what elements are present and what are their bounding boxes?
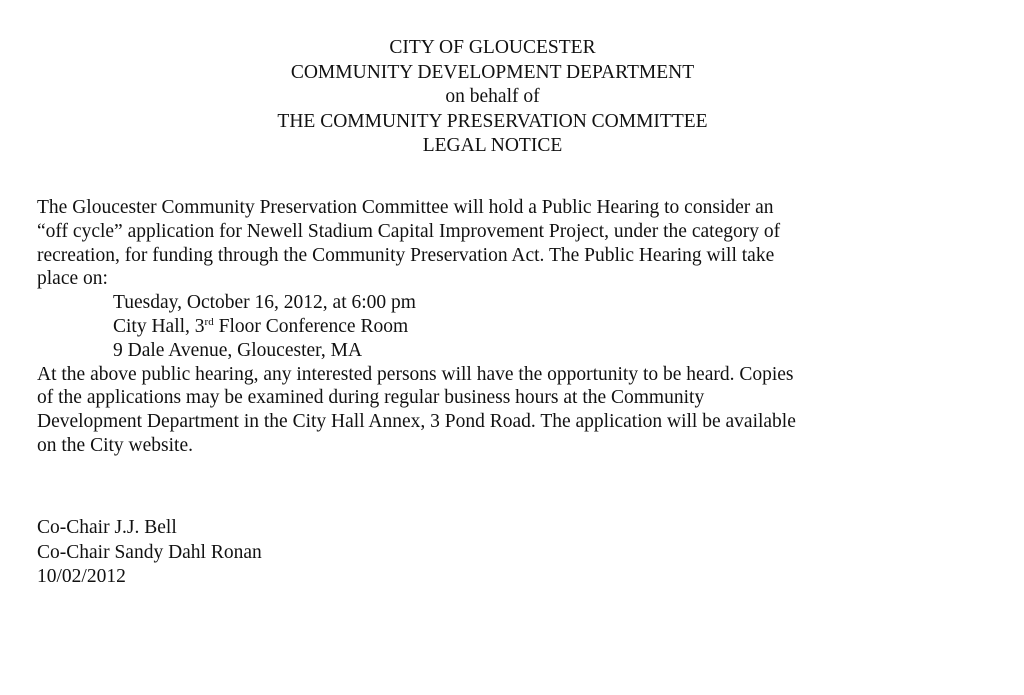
hearing-location-ordinal: rd (204, 315, 214, 328)
details-line-1: At the above public hearing, any interested persons will have the opportunity to be heard. Copies (37, 363, 794, 385)
details-line-4: on the City website. (37, 434, 193, 456)
signature-block (37, 516, 262, 590)
intro-line-2: “off cycle” application for Newell Stadium Capital Improvement Project, under the category of (37, 220, 781, 242)
cochair-1: Co-Chair J.J. Bell (37, 517, 177, 538)
notice-body (37, 196, 987, 458)
intro-line-1: The Gloucester Community Preservation Committee will hold a Public Hearing to consider an (37, 197, 774, 218)
hearing-date-time: Tuesday, October 16, 2012, at 6:00 pm (113, 292, 416, 314)
intro-line-4: place on: (37, 268, 108, 290)
details-line-3: Development Department in the City Hall Annex, 3 Pond Road. The application will be available (37, 411, 796, 433)
hearing-address: 9 Dale Avenue, Gloucester, MA (113, 339, 363, 361)
notice-header (0, 36, 985, 159)
hearing-location-suffix: Floor Conference Room (213, 315, 409, 337)
department-name: COMMUNITY DEVELOPMENT DEPARTMENT (290, 61, 695, 83)
committee-name: THE COMMUNITY PRESERVATION COMMITTEE (277, 110, 708, 132)
intro-line-3: recreation, for funding through the Community Preservation Act. The Public Hearing will take (37, 244, 775, 266)
cochair-2: Co-Chair Sandy Dahl Ronan (37, 541, 262, 563)
details-line-2: of the applications may be examined during regular business hours at the Community (37, 387, 705, 409)
hearing-location-prefix: City Hall, 3 (113, 315, 205, 337)
on-behalf-of: on behalf of (445, 86, 540, 107)
notice-date: 10/02/2012 (37, 566, 126, 587)
notice-title: LEGAL NOTICE (422, 135, 563, 156)
city-name: CITY OF GLOUCESTER (389, 37, 596, 58)
hearing-location (37, 315, 987, 339)
